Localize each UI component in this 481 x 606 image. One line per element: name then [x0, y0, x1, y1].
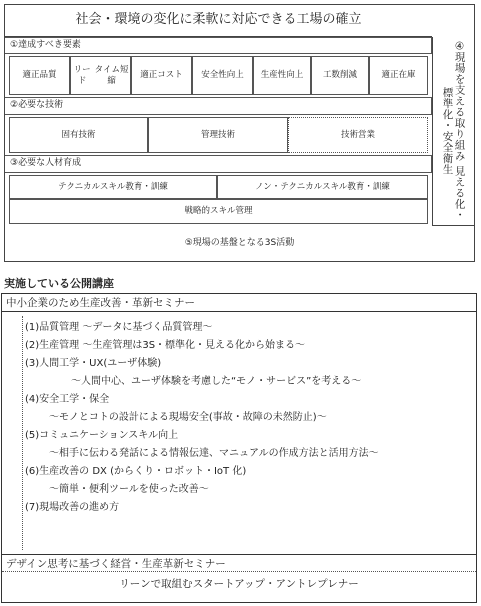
- training-item: テクニカルスキル教育・訓練: [9, 175, 217, 199]
- goal-item: 生産性 向上: [253, 56, 311, 95]
- courses-heading: 実施している公開講座: [4, 277, 114, 290]
- base-3s-activity: ⑤現場の基盤となる3S活動: [184, 237, 295, 248]
- topic-item: (6)生産改善の DX (からくり・ロボット・IoT 化): [25, 465, 247, 477]
- seminar-topic-list: [22, 316, 477, 550]
- seminar-title: 中小企業のため生産改善・革新セミナー: [2, 294, 476, 312]
- side-support-box: [432, 37, 474, 226]
- topic-item: (5)コミュニケーションスキル向上: [25, 429, 179, 441]
- topic-item: (4)安全工学・保全: [25, 393, 110, 405]
- topic-subtitle: 〜人間中心、ユーザ体験を考慮した“モノ・サービス”を考える〜: [71, 375, 362, 387]
- topic-item: (1)品質管理 〜データに基づく品質管理〜: [25, 321, 213, 333]
- section-technology-heading: ②必要な技術: [5, 97, 432, 115]
- seminar-title: リーンで取組むスタートアップ・アントレプレナー: [119, 577, 359, 590]
- technology-item: 固有技術: [9, 117, 148, 153]
- courses-box: [1, 293, 477, 603]
- section-goals-heading: ①達成すべき要素: [5, 37, 432, 54]
- goal-item: 適正 コスト: [131, 56, 192, 95]
- training-item: ノン・テクニカルスキル教育・訓練: [217, 175, 428, 199]
- topic-item: (2)生産管理 〜生産管理は3S・標準化・見える化から始まる〜: [25, 339, 306, 351]
- seminar-title: デザイン思考に基づく経営・生産革新セミナー: [2, 554, 476, 572]
- factory-framework-diagram: [4, 4, 475, 262]
- strategic-skill-management: 戦略的スキル管理: [9, 199, 428, 224]
- technology-item: 管理技術: [148, 117, 288, 153]
- side-support-text: [441, 41, 465, 221]
- goal-item: 適正 在庫: [369, 56, 428, 95]
- goal-item: 適正 品質: [9, 56, 70, 95]
- topic-item: (3)人間工学・UX(ユーザ体験): [25, 357, 162, 369]
- side-support-number: ④: [454, 41, 465, 52]
- side-support-label: 現場を支える取り組み 見える化・標準化・安全衛生: [441, 51, 466, 221]
- topic-item: (7)現場改善の進め方: [25, 501, 120, 513]
- diagram-title: 社会・環境の変化に柔軟に対応できる工場の確立: [5, 5, 432, 37]
- topic-subtitle: 〜簡単・便利ツールを使った改善〜: [49, 483, 209, 495]
- goal-item: 安全性 向上: [192, 56, 253, 95]
- goal-item: リード タイム短縮: [70, 56, 131, 95]
- section-training-heading: ③必要な人材育成: [5, 155, 432, 173]
- goal-item: 工数 削減: [311, 56, 369, 95]
- topic-subtitle: 〜モノとコトの設計による現場安全(事故・故障の未然防止)〜: [49, 411, 327, 423]
- technology-item: 技術営業: [288, 117, 428, 153]
- topic-subtitle: 〜相手に伝わる発話による情報伝達、マニュアルの作成方法と活用方法〜: [49, 447, 379, 459]
